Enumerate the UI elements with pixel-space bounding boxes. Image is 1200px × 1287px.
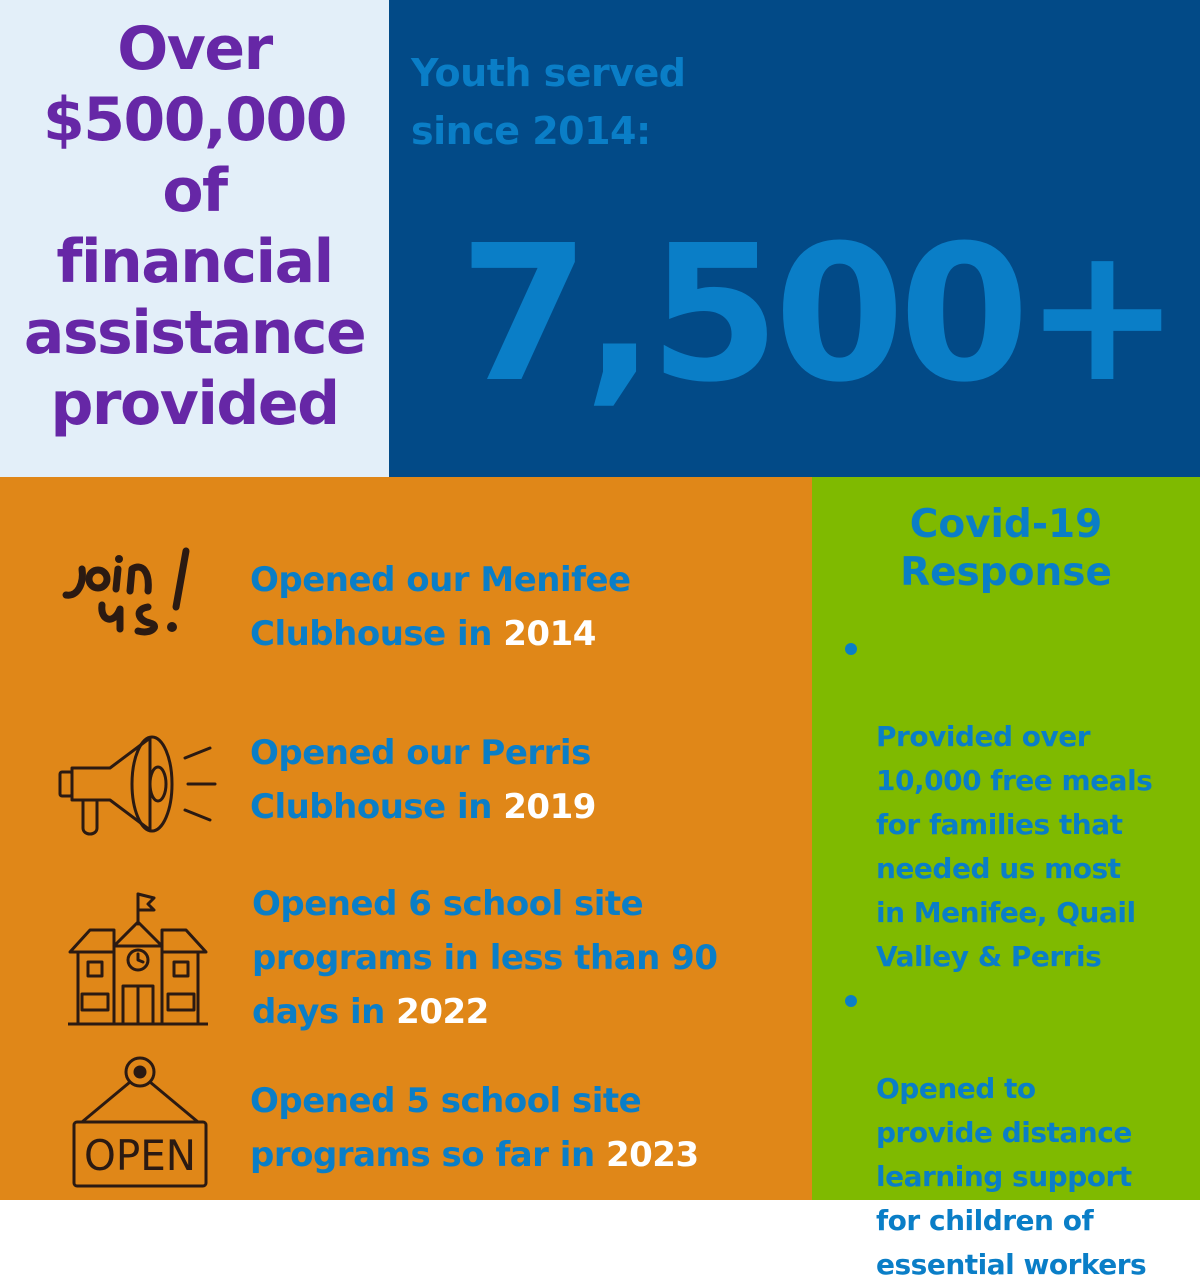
milestone-3-year: 2022: [396, 992, 489, 1032]
milestone-4-line1: Opened 5 school site: [250, 1081, 642, 1121]
milestone-3-text: [252, 877, 718, 1039]
milestone-3-line3-text: days in: [252, 992, 397, 1032]
join-us-icon: [58, 539, 203, 639]
milestone-2-line2: [250, 780, 596, 834]
bullet-icon: [845, 643, 857, 655]
milestone-4-line2-text: programs so far in: [250, 1135, 606, 1175]
megaphone-icon: [55, 730, 220, 840]
youth-served-number: 7,500+: [459, 205, 1176, 424]
covid-response-list: [812, 627, 1152, 1287]
milestones-panel: [0, 477, 812, 1200]
milestone-1-text: [250, 553, 631, 661]
school-building-icon: [68, 890, 208, 1026]
youth-served-panel: [389, 0, 1200, 477]
milestone-1-line1: Opened our Menifee: [250, 560, 631, 600]
list-item: [812, 627, 1152, 979]
covid-response-title: Covid-19 Response: [900, 502, 1112, 595]
bullet-icon: [845, 995, 857, 1007]
milestone-2-year: 2019: [503, 787, 596, 827]
milestone-4-year: 2023: [605, 1135, 699, 1175]
covid-response-panel: [812, 477, 1200, 1281]
open-sign-text: OPEN: [84, 1131, 196, 1180]
youth-served-label: Youth served since 2014:: [411, 51, 686, 153]
financial-assistance-panel: [0, 0, 389, 477]
milestone-4-line2: [250, 1128, 699, 1182]
milestone-1-line2-text: Clubhouse in: [250, 614, 504, 654]
milestone-1-year: 2014: [503, 614, 596, 654]
milestone-2-text: [250, 726, 596, 834]
milestone-3-line2: programs in less than 90: [252, 938, 718, 978]
milestone-1-line2: [250, 607, 631, 661]
covid-item-1-text: Provided over 10,000 free meals for families that needed us most in Menifee, Quail Valley & Perris: [876, 720, 1153, 973]
milestone-2-line2-text: Clubhouse in: [250, 787, 504, 827]
list-item: [812, 979, 1152, 1287]
financial-assistance-text: Over $500,000 of financial assistance provided: [23, 13, 366, 439]
milestone-3-line1: Opened 6 school site: [252, 884, 644, 924]
open-sign-icon: [70, 1052, 210, 1190]
milestone-2-line1: Opened our Perris: [250, 733, 591, 773]
milestone-3-line3: [252, 985, 718, 1039]
milestone-4-text: [250, 1074, 699, 1182]
covid-item-2-text: Opened to provide distance learning support for children of essential workers: [876, 1072, 1147, 1281]
